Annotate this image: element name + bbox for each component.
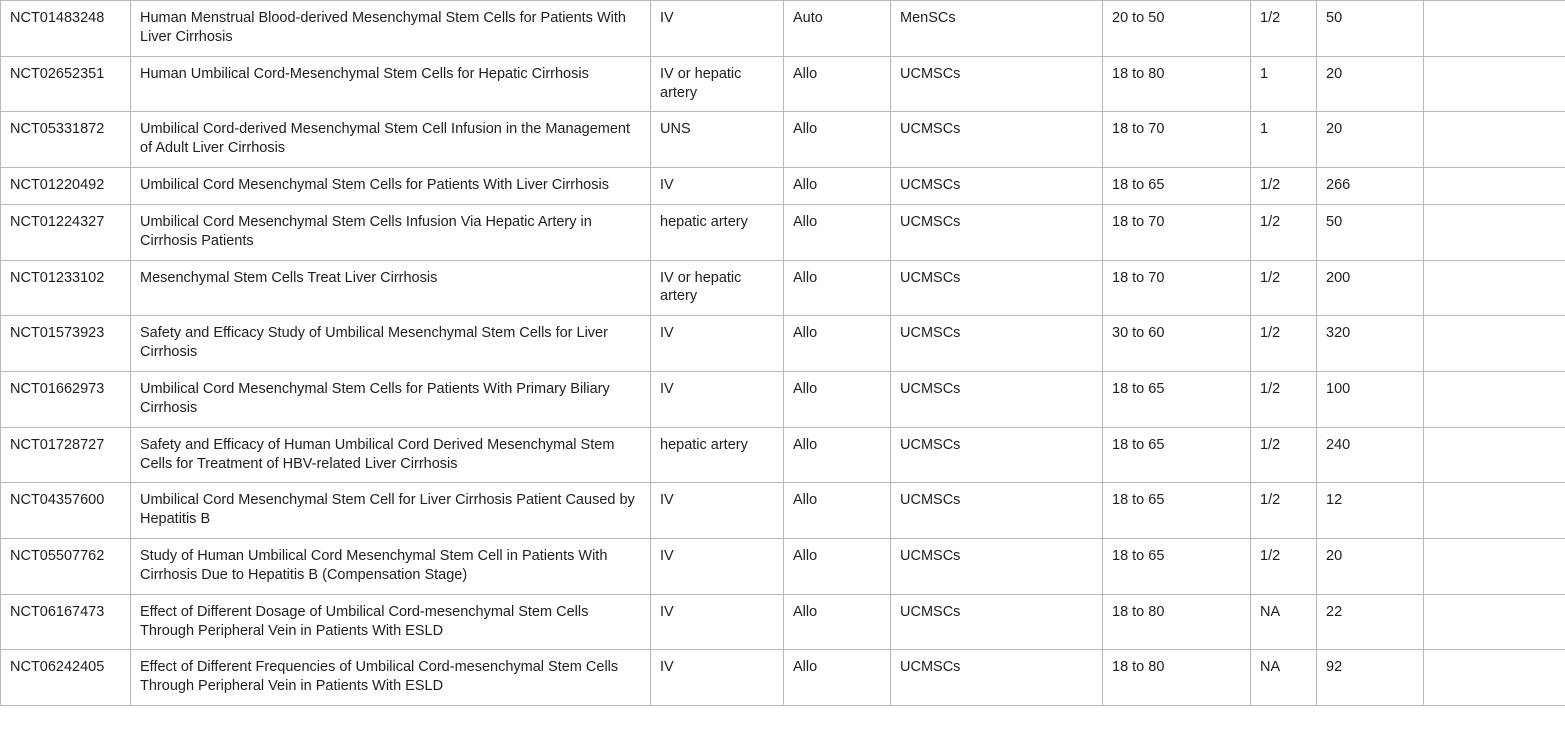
cell-nct-id: NCT01662973 <box>1 371 131 427</box>
cell-notes <box>1424 427 1565 483</box>
cell-phase: NA <box>1251 650 1317 706</box>
cell-enrollment: 50 <box>1317 1 1424 57</box>
table-row <box>1 316 1565 372</box>
cell-cell-type: UCMSCs <box>891 594 1103 650</box>
cell-cell-type: MenSCs <box>891 1 1103 57</box>
cell-notes <box>1424 316 1565 372</box>
cell-route: IV <box>651 1 784 57</box>
cell-nct-id: NCT02652351 <box>1 56 131 112</box>
cell-title: Umbilical Cord Mesenchymal Stem Cells Infusion Via Hepatic Artery in Cirrhosis Patients <box>131 204 651 260</box>
cell-enrollment: 12 <box>1317 483 1424 539</box>
cell-phase: 1/2 <box>1251 316 1317 372</box>
cell-age-range: 18 to 70 <box>1103 112 1251 168</box>
table-row <box>1 112 1565 168</box>
cell-title: Study of Human Umbilical Cord Mesenchymal Stem Cell in Patients With Cirrhosis Due to Hepatitis B (Compensation Stage) <box>131 539 651 595</box>
cell-nct-id: NCT04357600 <box>1 483 131 539</box>
cell-enrollment: 266 <box>1317 168 1424 205</box>
cell-cell-type: UCMSCs <box>891 168 1103 205</box>
cell-phase: 1/2 <box>1251 168 1317 205</box>
table-row <box>1 594 1565 650</box>
cell-nct-id: NCT05507762 <box>1 539 131 595</box>
cell-enrollment: 320 <box>1317 316 1424 372</box>
cell-age-range: 18 to 70 <box>1103 204 1251 260</box>
cell-phase: 1/2 <box>1251 427 1317 483</box>
cell-cell-type: UCMSCs <box>891 483 1103 539</box>
cell-phase: 1 <box>1251 56 1317 112</box>
cell-cell-type: UCMSCs <box>891 112 1103 168</box>
cell-age-range: 18 to 70 <box>1103 260 1251 316</box>
cell-nct-id: NCT06167473 <box>1 594 131 650</box>
table-body <box>1 1 1565 706</box>
table-row <box>1 483 1565 539</box>
cell-title: Umbilical Cord Mesenchymal Stem Cells for Patients With Liver Cirrhosis <box>131 168 651 205</box>
cell-source: Allo <box>784 539 891 595</box>
cell-route: IV <box>651 483 784 539</box>
cell-title: Effect of Different Frequencies of Umbilical Cord-mesenchymal Stem Cells Through Peripheral Vein in Patients With ESLD <box>131 650 651 706</box>
cell-enrollment: 92 <box>1317 650 1424 706</box>
cell-source: Allo <box>784 204 891 260</box>
cell-notes <box>1424 371 1565 427</box>
cell-title: Human Menstrual Blood-derived Mesenchymal Stem Cells for Patients With Liver Cirrhosis <box>131 1 651 57</box>
cell-title: Safety and Efficacy Study of Umbilical Mesenchymal Stem Cells for Liver Cirrhosis <box>131 316 651 372</box>
cell-age-range: 18 to 65 <box>1103 371 1251 427</box>
cell-enrollment: 20 <box>1317 56 1424 112</box>
cell-age-range: 18 to 80 <box>1103 594 1251 650</box>
cell-title: Effect of Different Dosage of Umbilical Cord-mesenchymal Stem Cells Through Peripheral Vein in Patients With ESLD <box>131 594 651 650</box>
cell-notes <box>1424 483 1565 539</box>
cell-route: hepatic artery <box>651 204 784 260</box>
cell-source: Allo <box>784 427 891 483</box>
cell-age-range: 20 to 50 <box>1103 1 1251 57</box>
cell-age-range: 18 to 80 <box>1103 56 1251 112</box>
cell-source: Allo <box>784 316 891 372</box>
table-row <box>1 371 1565 427</box>
table-row <box>1 168 1565 205</box>
cell-nct-id: NCT01573923 <box>1 316 131 372</box>
table-row <box>1 427 1565 483</box>
cell-nct-id: NCT06242405 <box>1 650 131 706</box>
cell-enrollment: 200 <box>1317 260 1424 316</box>
cell-route: UNS <box>651 112 784 168</box>
cell-cell-type: UCMSCs <box>891 539 1103 595</box>
cell-route: IV <box>651 371 784 427</box>
cell-phase: 1 <box>1251 112 1317 168</box>
cell-phase: NA <box>1251 594 1317 650</box>
cell-notes <box>1424 204 1565 260</box>
cell-source: Allo <box>784 594 891 650</box>
cell-enrollment: 100 <box>1317 371 1424 427</box>
table-row <box>1 650 1565 706</box>
table-row <box>1 260 1565 316</box>
cell-route: hepatic artery <box>651 427 784 483</box>
cell-notes <box>1424 594 1565 650</box>
cell-title: Safety and Efficacy of Human Umbilical Cord Derived Mesenchymal Stem Cells for Treatment of HBV-related Liver Cirrhosis <box>131 427 651 483</box>
cell-nct-id: NCT01233102 <box>1 260 131 316</box>
cell-phase: 1/2 <box>1251 539 1317 595</box>
cell-cell-type: UCMSCs <box>891 56 1103 112</box>
cell-phase: 1/2 <box>1251 204 1317 260</box>
cell-nct-id: NCT01483248 <box>1 1 131 57</box>
cell-source: Allo <box>784 56 891 112</box>
cell-notes <box>1424 112 1565 168</box>
cell-notes <box>1424 168 1565 205</box>
cell-age-range: 18 to 80 <box>1103 650 1251 706</box>
cell-phase: 1/2 <box>1251 260 1317 316</box>
cell-cell-type: UCMSCs <box>891 204 1103 260</box>
cell-enrollment: 20 <box>1317 112 1424 168</box>
cell-phase: 1/2 <box>1251 1 1317 57</box>
cell-notes <box>1424 56 1565 112</box>
cell-cell-type: UCMSCs <box>891 316 1103 372</box>
cell-age-range: 18 to 65 <box>1103 483 1251 539</box>
cell-title: Human Umbilical Cord-Mesenchymal Stem Cells for Hepatic Cirrhosis <box>131 56 651 112</box>
cell-source: Allo <box>784 650 891 706</box>
cell-age-range: 18 to 65 <box>1103 427 1251 483</box>
cell-enrollment: 22 <box>1317 594 1424 650</box>
cell-title: Mesenchymal Stem Cells Treat Liver Cirrhosis <box>131 260 651 316</box>
cell-notes <box>1424 1 1565 57</box>
cell-nct-id: NCT05331872 <box>1 112 131 168</box>
cell-route: IV <box>651 539 784 595</box>
cell-cell-type: UCMSCs <box>891 371 1103 427</box>
cell-age-range: 18 to 65 <box>1103 539 1251 595</box>
cell-source: Allo <box>784 168 891 205</box>
cell-phase: 1/2 <box>1251 371 1317 427</box>
cell-route: IV <box>651 594 784 650</box>
cell-age-range: 18 to 65 <box>1103 168 1251 205</box>
cell-title: Umbilical Cord Mesenchymal Stem Cells for Patients With Primary Biliary Cirrhosis <box>131 371 651 427</box>
table-row <box>1 539 1565 595</box>
cell-enrollment: 50 <box>1317 204 1424 260</box>
cell-route: IV <box>651 316 784 372</box>
cell-source: Allo <box>784 371 891 427</box>
cell-route: IV <box>651 168 784 205</box>
cell-enrollment: 240 <box>1317 427 1424 483</box>
cell-notes <box>1424 650 1565 706</box>
cell-route: IV <box>651 650 784 706</box>
cell-cell-type: UCMSCs <box>891 427 1103 483</box>
cell-phase: 1/2 <box>1251 483 1317 539</box>
cell-title: Umbilical Cord Mesenchymal Stem Cell for Liver Cirrhosis Patient Caused by Hepatitis B <box>131 483 651 539</box>
cell-nct-id: NCT01220492 <box>1 168 131 205</box>
cell-route: IV or hepatic artery <box>651 56 784 112</box>
cell-source: Auto <box>784 1 891 57</box>
cell-route: IV or hepatic artery <box>651 260 784 316</box>
table-row <box>1 204 1565 260</box>
cell-title: Umbilical Cord-derived Mesenchymal Stem Cell Infusion in the Management of Adult Liver Cirrhosis <box>131 112 651 168</box>
cell-nct-id: NCT01728727 <box>1 427 131 483</box>
cell-enrollment: 20 <box>1317 539 1424 595</box>
cell-notes <box>1424 260 1565 316</box>
cell-age-range: 30 to 60 <box>1103 316 1251 372</box>
table-row <box>1 1 1565 57</box>
cell-cell-type: UCMSCs <box>891 260 1103 316</box>
cell-nct-id: NCT01224327 <box>1 204 131 260</box>
table-row <box>1 56 1565 112</box>
cell-source: Allo <box>784 260 891 316</box>
cell-source: Allo <box>784 483 891 539</box>
cell-source: Allo <box>784 112 891 168</box>
cell-cell-type: UCMSCs <box>891 650 1103 706</box>
cell-notes <box>1424 539 1565 595</box>
